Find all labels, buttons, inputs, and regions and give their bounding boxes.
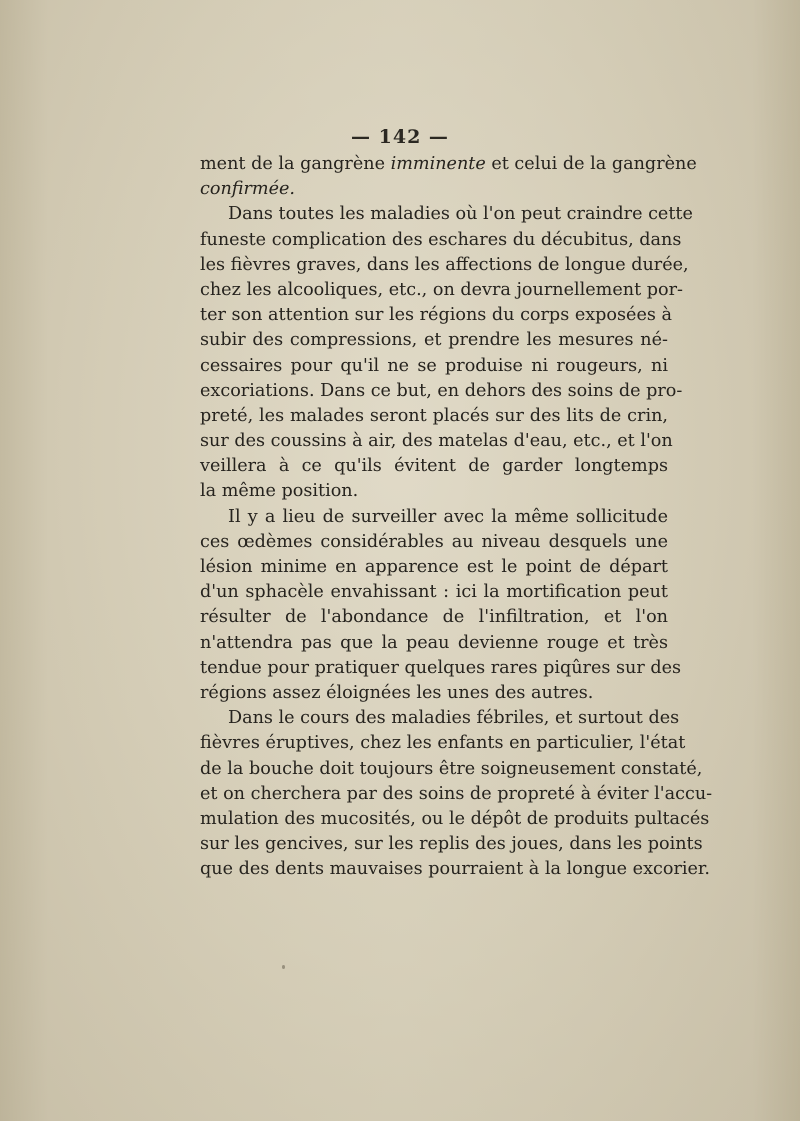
ink-spot <box>282 965 285 969</box>
text-line: confirmée. <box>200 179 296 200</box>
text-line: tendue pour pratiquer quelques rares piqûres sur des <box>200 657 682 678</box>
text-line: subir des compressions, et prendre les mesures né- <box>200 330 668 351</box>
text-line: Il y a lieu de surveiller avec la même sollicitude <box>228 506 668 527</box>
text-line: régions assez éloignées les unes des autres. <box>200 682 594 703</box>
text-line: veillera à ce qu'ils évitent de garder longtemps <box>200 456 668 477</box>
text-line: ces œdèmes considérables au niveau desquels une <box>200 531 668 552</box>
text-line: et on cherchera par des soins de propreté à éviter l'accu- <box>200 783 713 804</box>
text-line: de la bouche doit toujours être soigneusement constaté, <box>200 758 703 779</box>
body-text <box>200 152 713 882</box>
text-line: la même position. <box>200 481 359 502</box>
text-line: les fièvres graves, dans les affections de longue durée, <box>200 254 689 275</box>
text-line: résulter de l'abondance de l'infiltration, et l'on <box>200 607 668 628</box>
text-line: preté, les malades seront placés sur des lits de crin, <box>200 405 668 426</box>
text-line: Dans le cours des maladies fébriles, et surtout des <box>228 708 680 729</box>
text-line: fièvres éruptives, chez les enfants en particulier, l'état <box>200 733 686 754</box>
text-line: funeste complication des eschares du décubitus, dans <box>200 229 682 250</box>
text-line: lésion minime en apparence est le point de départ <box>200 557 668 577</box>
text-line: ter son attention sur les régions du corps exposées à <box>200 305 672 326</box>
text-line: mulation des mucosités, ou le dépôt de produits pultacés <box>200 808 710 829</box>
page-number: — 142 — <box>351 126 449 148</box>
text-line: cessaires pour qu'il ne se produise ni rougeurs, ni <box>200 355 668 376</box>
text-line: sur les gencives, sur les replis des joues, dans les points <box>200 834 703 855</box>
text-line: excoriations. Dans ce but, en dehors des soins de pro- <box>200 380 683 401</box>
text-line: sur des coussins à air, des matelas d'eau, etc., et l'on <box>200 431 673 452</box>
text-line: d'un sphacèle envahissant : ici la mortification peut <box>200 582 668 603</box>
text-line: ment de la gangrène imminente et celui de la gangrène <box>200 154 697 174</box>
text-line: Dans toutes les maladies où l'on peut craindre cette <box>228 204 693 225</box>
text-line: n'attendra pas que la peau devienne rouge et très <box>200 632 668 653</box>
text-line: chez les alcooliques, etc., on devra journellement por- <box>200 279 683 300</box>
text-line: que des dents mauvaises pourraient à la longue excorier. <box>200 859 710 880</box>
